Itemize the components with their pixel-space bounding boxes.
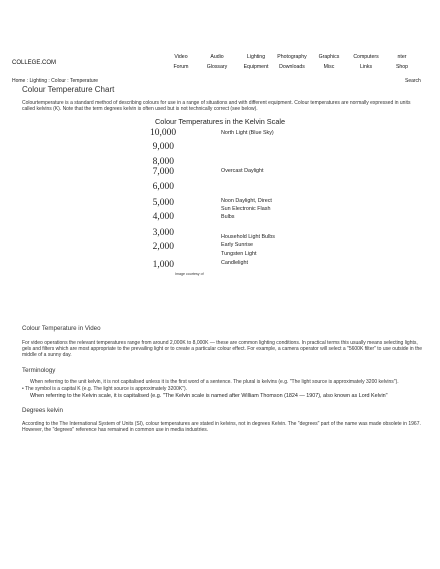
chart-title: Colour Temperatures in the Kelvin Scale [155, 117, 286, 126]
section-heading-terminology: Terminology [22, 367, 56, 374]
scale-value: 6,000 [152, 182, 174, 192]
nav-link[interactable]: Photography [277, 54, 307, 60]
scale-value: 1,000 [152, 260, 174, 270]
nav-link[interactable]: Downloads [279, 64, 305, 70]
chart-label: Sun Electronic Flash [221, 206, 271, 212]
video-paragraph: For video operations the relevant temperatures range from around 2,000K to 8,000K — these are common lighting conditions. In practical terms this usually means selecting lights, gels and filters which are most appropriate to the prevailing light or to create a particular colour effect. For example, a camera operator will select a "5600K filter" to use outside in the middle of a sunny day. [22, 340, 423, 359]
nav-link[interactable]: Links [359, 64, 373, 70]
chart-label: Tungsten Light [221, 251, 257, 257]
section-heading-degrees: Degrees kelvin [22, 407, 63, 414]
degrees-paragraph: According to the The International System of Units (SI), colour temperatures are stated in kelvins, not in degrees Kelvin. The "degrees" part of the name was made obsolete in 1967. However, the "degrees" reference has remained in common use in media industries. [22, 421, 421, 434]
scale-value: 9,000 [152, 142, 174, 152]
terminology-item: When referring to the Kelvin scale, it is capitalised (e.g. "The Kelvin scale is named after William Thomson (1824 — 1907), also known as Lord Kelvin" [30, 393, 388, 399]
chart-label: Noon Daylight, Direct [221, 198, 272, 204]
nav-link[interactable]: nter [397, 54, 407, 60]
nav-link[interactable]: Misc [323, 64, 335, 70]
scale-value: 3,000 [152, 228, 174, 238]
breadcrumb[interactable]: Home : Lighting : Colour : Temperature [12, 78, 99, 84]
chart-label: Bulbs [221, 214, 235, 220]
scale-value: 2,000 [152, 242, 174, 252]
scale-value: 5,000 [152, 198, 174, 208]
chart-label: Candlelight [221, 260, 248, 266]
scale-value: 7,000 [152, 167, 174, 177]
chart-label: Early Sunrise [221, 242, 254, 248]
scale-value: 8,000 [152, 157, 174, 167]
terminology-item: • The symbol is a capital K (e.g. The light source is approximately 3200K"). [22, 386, 188, 392]
chart-label: Household Light Bulbs [221, 234, 275, 240]
nav-link[interactable]: Equipment [243, 64, 269, 70]
nav-link[interactable]: Shop [395, 64, 409, 70]
nav-link[interactable]: Graphics [318, 54, 340, 60]
page-title: Colour Temperature Chart [22, 85, 115, 94]
nav-link[interactable]: Forum [173, 64, 189, 70]
chart-label: North Light (Blue Sky) [221, 130, 274, 136]
scale-value: 4,000 [152, 212, 174, 222]
search-link[interactable]: Search [405, 78, 421, 84]
image-credit: Image courtesy of [175, 272, 204, 276]
site-logo[interactable]: COLLEGE.COM [12, 60, 57, 66]
section-heading-video: Colour Temperature in Video [22, 325, 101, 332]
nav-link[interactable]: Audio [210, 54, 224, 60]
nav-link[interactable]: Lighting [246, 54, 266, 60]
terminology-item: When referring to the unit kelvin, it is not capitalised unless it is the first word of a sentence. The plural is kelvins (e.g. "The light source is approximately 3200 kelvins"). [30, 379, 399, 385]
scale-value: 10,000 [150, 128, 177, 138]
intro-paragraph: Colourtemperature is a standard method of describing colours for use in a range of situations and with different equipment. Colour temperatures are normally expressed in units called kelvins (K). Note that the term degrees kelvin is often used but is not technically correct (see below). [22, 100, 411, 113]
chart-label: Overcast Daylight [221, 168, 264, 174]
nav-link[interactable]: Computers [353, 54, 379, 60]
nav-link[interactable]: Glossary [206, 64, 228, 70]
nav-link[interactable]: Video [174, 54, 188, 60]
